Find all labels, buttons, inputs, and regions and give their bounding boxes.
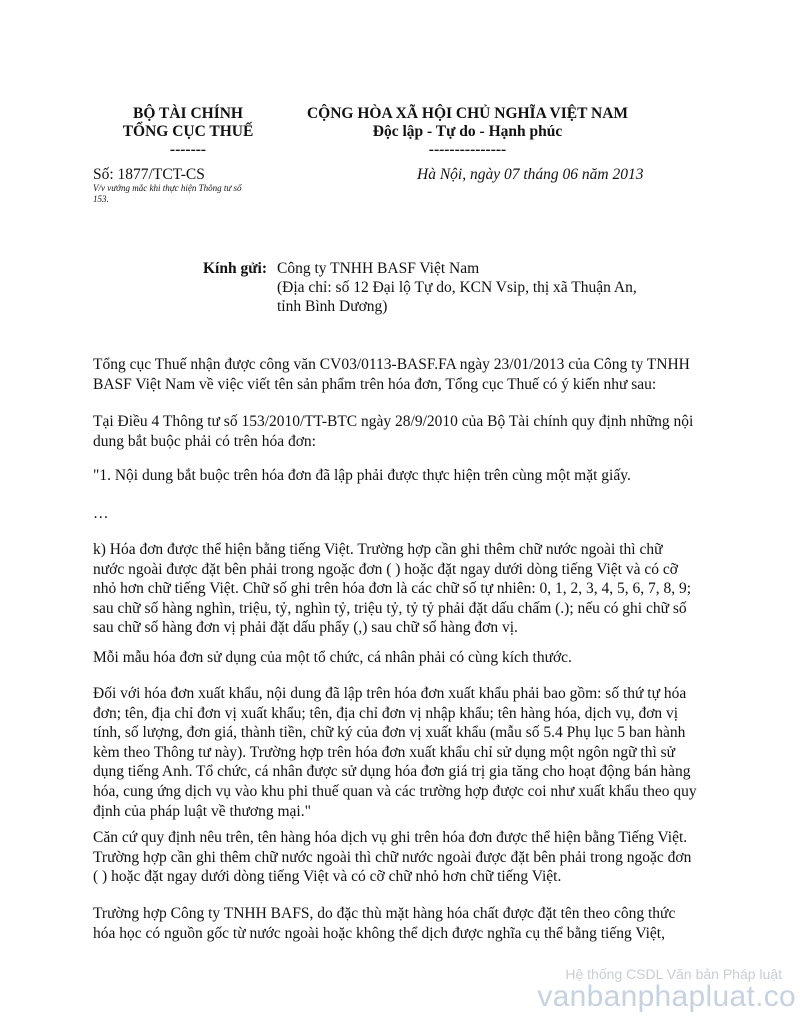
paragraph-company-case: [93, 904, 675, 943]
header-left-rule: -------: [169, 141, 207, 158]
paragraph-line: định của pháp luật về thương mại.": [93, 802, 311, 820]
paragraph-line: kèm theo Thông tư này). Trường hợp trên hóa đơn xuất khẩu chỉ sử dụng một ngôn ngữ thì sử: [93, 743, 676, 761]
paragraph-invoice-size: [93, 648, 572, 668]
paragraph-line: nước ngoài được đặt bên phải trong ngoặc đơn ( ) hoặc đặt ngay dưới dòng tiếng Việt và có cỡ: [93, 560, 678, 578]
paragraph-line: nhỏ hơn chữ tiếng Việt. Chữ số ghi trên hóa đơn là các chữ số tự nhiên: 0, 1, 2, 3, 4, 5, 6, 7, 8, 9;: [93, 580, 692, 598]
nation-title: CỘNG HÒA XÃ HỘI CHỦ NGHĨA VIỆT NAM: [306, 105, 629, 122]
paragraph-export-invoice: [93, 684, 697, 821]
ministry-name: BỘ TÀI CHÍNH: [133, 105, 243, 122]
place-date: Hà Nội, ngày 07 tháng 06 năm 2013: [417, 166, 644, 183]
document-subject-line1: V/v vướng mắc khi thực hiện Thông tư số: [93, 183, 242, 193]
paragraph-line: …: [93, 505, 109, 522]
paragraph-conclusion: [93, 828, 691, 887]
paragraph-intro: [93, 355, 690, 394]
department-name: TỔNG CỤC THUẾ: [122, 123, 254, 140]
paragraph-line: "1. Nội dung bắt buộc trên hóa đơn đã lập phải được thực hiện trên cùng một mặt giấy.: [93, 467, 631, 484]
watermark-system-text: Hệ thống CSDL Văn bản Pháp luật: [565, 966, 782, 982]
recipient-line: (Địa chỉ: số 12 Đại lộ Tự do, KCN Vsip, thị xã Thuận An,: [277, 279, 637, 296]
document-number: Số: 1877/TCT-CS: [93, 166, 205, 183]
header-right-rule: ---------------: [428, 141, 507, 158]
paragraph-quote-item1: [93, 466, 631, 486]
paragraph-line: Đối với hóa đơn xuất khẩu, nội dung đã lập trên hóa đơn xuất khẩu phải bao gồm: số thứ tự hóa: [93, 685, 687, 702]
recipient-label: Kính gửi:: [203, 260, 267, 277]
paragraph-line: dụng tiếng Anh. Tổ chức, cá nhân được sử dụng hóa đơn giá trị gia tăng cho hoạt động bán hàng: [93, 763, 691, 781]
paragraph-legal-basis: [93, 412, 693, 451]
paragraph-line: Tại Điều 4 Thông tư số 153/2010/TT-BTC ngày 28/9/2010 của Bộ Tài chính quy định những nội: [93, 413, 694, 430]
paragraph-line: Căn cứ quy định nêu trên, tên hàng hóa dịch vụ ghi trên hóa đơn được thể hiện bằng Tiếng Việt.: [93, 829, 688, 846]
paragraph-line: tính, số lượng, đơn giá, thành tiền, chữ ký của đơn vị xuất khẩu (mẫu số 5.4 Phụ lục 5 ban hành: [93, 724, 686, 742]
paragraph-line: BASF Việt Nam về việc viết tên sản phẩm trên hóa đơn, Tổng cục Thuế có ý kiến như sau:: [93, 375, 657, 393]
document-subject-line2: 153.: [93, 194, 109, 204]
paragraph-line: k) Hóa đơn được thể hiện bằng tiếng Việt. Trường hợp cần ghi thêm chữ nước ngoài thì chữ: [93, 541, 663, 558]
paragraph-line: ( ) hoặc đặt ngay dưới dòng tiếng Việt và có cỡ chữ nhỏ hơn chữ tiếng Việt.: [93, 868, 562, 886]
paragraph-line: Trường hợp Công ty TNHH BAFS, do đặc thù mặt hàng hóa chất được đặt tên theo công thức: [93, 905, 676, 922]
recipient-block: [277, 259, 637, 316]
paragraph-line: Tổng cục Thuế nhận được công văn CV03/0113-BASF.FA ngày 23/01/2013 của Công ty TNHH: [93, 356, 690, 373]
recipient-line: tỉnh Bình Dương): [277, 298, 388, 315]
paragraph-item-k: [93, 540, 691, 638]
paragraph-line: đơn; tên, địa chỉ đơn vị xuất khẩu; tên, địa chỉ đơn vị nhập khẩu; tên hàng hóa, dịch vụ, đơn vị: [93, 704, 679, 722]
watermark-site-text: vanbanphapluat.co: [537, 980, 796, 1013]
recipient-line: Công ty TNHH BASF Việt Nam: [277, 260, 480, 277]
paragraph-line: sau chữ số hàng nghìn, triệu, tỷ, nghìn tỷ, triệu tỷ, tỷ tỷ phải đặt dấu chấm (.); nếu có ghi chữ số: [93, 599, 687, 617]
paragraph-line: Trường hợp cần ghi thêm chữ nước ngoài thì chữ nước ngoài được đặt bên phải trong ngoặc đơn: [93, 848, 692, 866]
nation-motto: Độc lập - Tự do - Hạnh phúc: [372, 123, 563, 140]
paragraph-line: dung bắt buộc phải có trên hóa đơn:: [93, 432, 316, 450]
paragraph-ellipsis: [93, 504, 109, 524]
paragraph-line: Mỗi mẫu hóa đơn sử dụng của một tổ chức, cá nhân phải có cùng kích thước.: [93, 649, 572, 666]
paragraph-line: sau chữ số hàng đơn vị phải đặt dấu phẩy (,) sau chữ số hàng đơn vị.: [93, 619, 518, 637]
paragraph-line: hóa, cung ứng dịch vụ vào khu phi thuế quan và các trường hợp được coi như xuất khẩu theo quy: [93, 782, 697, 800]
paragraph-line: hóa học có nguồn gốc từ nước ngoài hoặc không thể dịch được nghĩa cụ thể bằng tiếng Việt,: [93, 924, 665, 942]
